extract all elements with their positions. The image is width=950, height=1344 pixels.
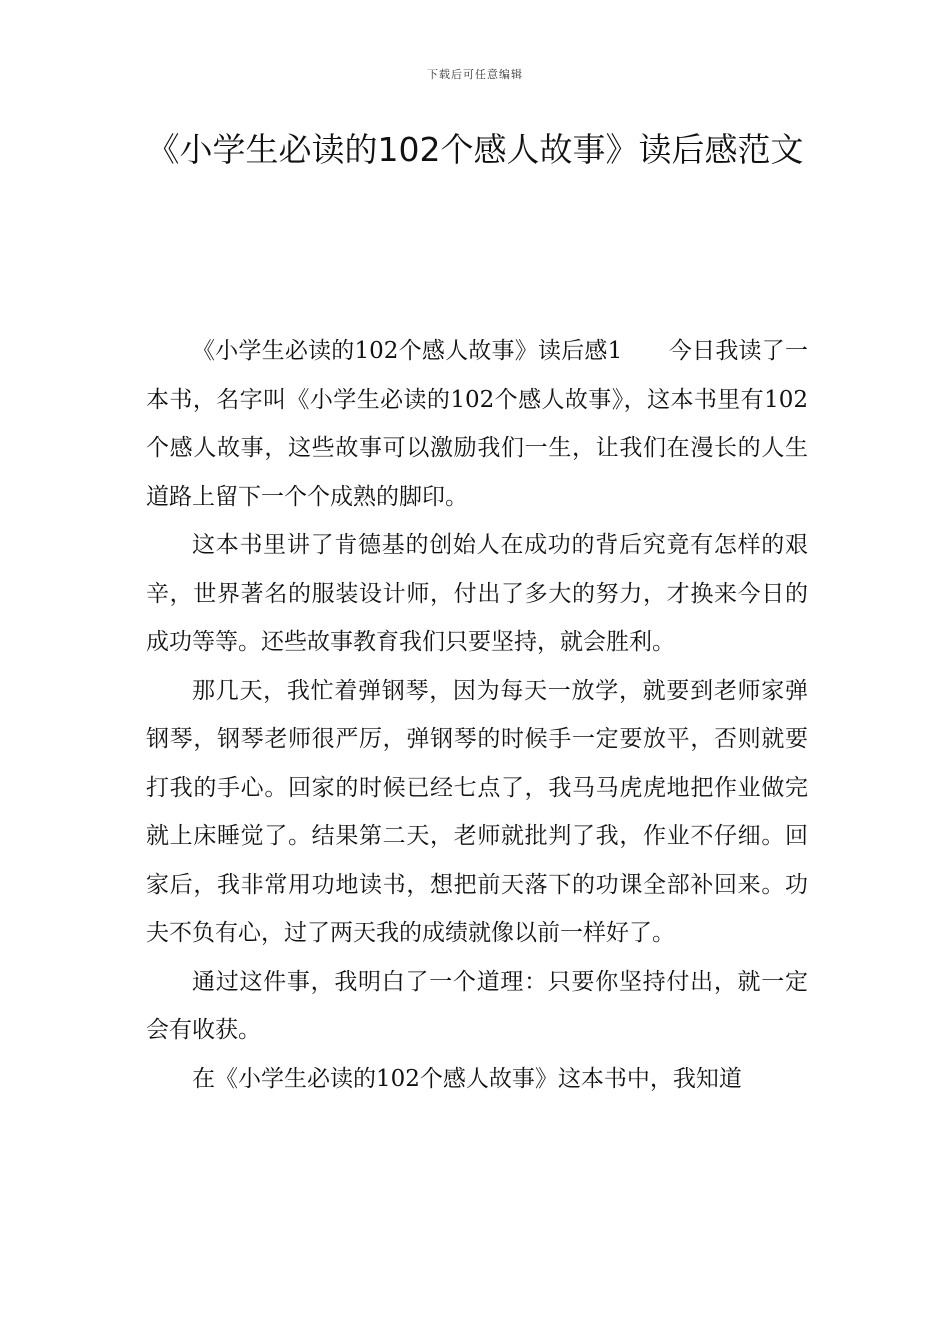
page-title: 《小学生必读的102个感人故事》读后感范文 [146,130,804,169]
paragraph-5: 在《小学生必读的102个感人故事》这本书中，我知道 [192,1065,742,1092]
paragraph-2: 这本书里讲了肯德基的创始人在成功的背后究竟有怎样的艰辛，世界著名的服装设计师，付出了多大的努力，才换来今日的成功等等。还些故事教育我们只要坚持，就会胜利。 [146,532,808,655]
document-body [146,327,808,1103]
header-note: 下载后可任意编辑 [427,68,523,81]
paragraph-1: 《小学生必读的102个感人故事》读后感1 今日我读了一本书，名字叫《小学生必读的102个感人故事》，这本书里有102个感人故事，这些故事可以激励我们一生，让我们在漫长的人生道路上留下一个个成熟的脚印。 [146,338,808,510]
paragraph-4: 通过这件事，我明白了一个道理：只要你坚持付出，就一定会有收获。 [146,968,808,1043]
paragraph-3: 那几天，我忙着弹钢琴，因为每天一放学，就要到老师家弹钢琴，钢琴老师很严厉，弹钢琴的时候手一定要放平，否则就要打我的手心。回家的时候已经七点了，我马马虎虎地把作业做完就上床睡觉了。结果第二天，老师就批判了我，作业不仔细。回家后，我非常用功地读书，想把前天落下的功课全部补回来。功夫不负有心，过了两天我的成绩就像以前一样好了。 [146,677,808,946]
